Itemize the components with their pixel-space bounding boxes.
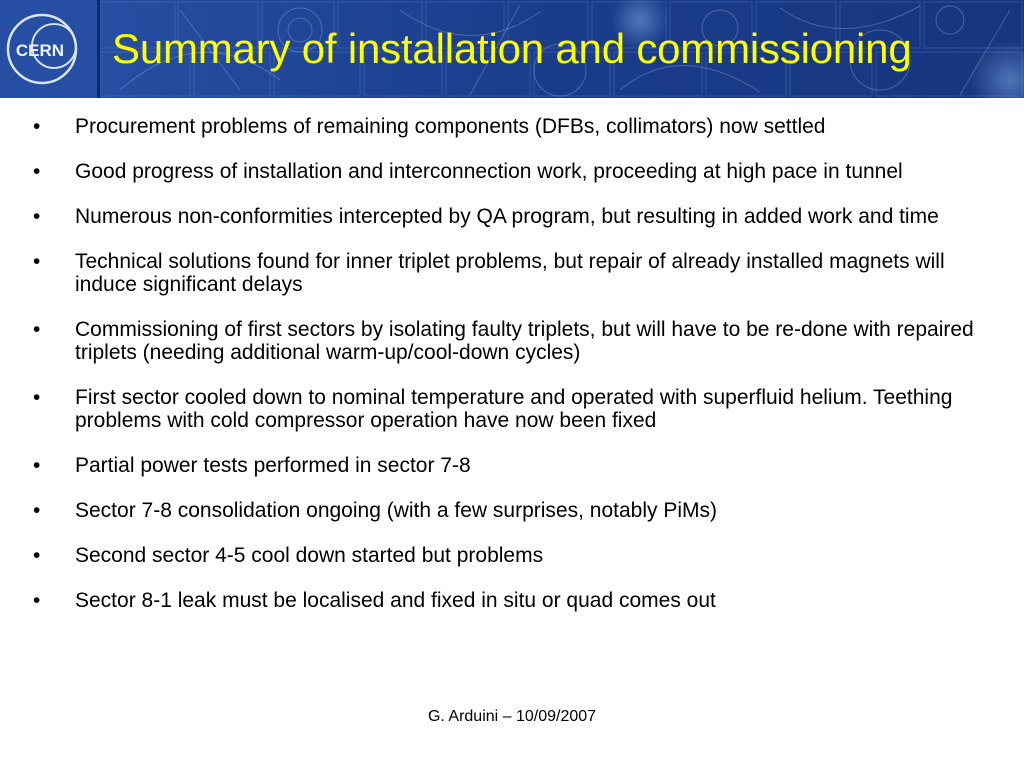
cern-logo [2, 6, 92, 92]
bullet-list [30, 115, 1000, 634]
bullet-text: Procurement problems of remaining components (DFBs, collimators) now settled [75, 115, 826, 138]
bullet-text: Partial power tests performed in sector 7-8 [75, 454, 471, 477]
bullet-item [30, 386, 1000, 432]
bullet-text: Second sector 4-5 cool down started but problems [75, 544, 544, 567]
bullet-item [30, 115, 1000, 138]
bullet-item [30, 250, 1000, 296]
bullet-marker: • [33, 499, 41, 522]
bullet-text: Sector 7-8 consolidation ongoing (with a few surprises, notably PiMs) [75, 499, 717, 522]
cern-logo-text: CERN [15, 41, 65, 60]
bullet-item [30, 205, 1000, 228]
bullet-marker: • [33, 115, 41, 138]
bullet-marker: • [33, 589, 41, 612]
bullet-item [30, 318, 1000, 364]
bullet-marker: • [33, 318, 41, 341]
bullet-text: First sector cooled down to nominal temperature and operated with superfluid helium. Teething problems with cold compressor operation have now been fixed [75, 386, 953, 432]
bullet-text: Commissioning of first sectors by isolating faulty triplets, but will have to be re-done with repaired triplets (needing additional warm-up/cool-down cycles) [75, 318, 974, 364]
bullet-marker: • [33, 454, 41, 477]
bullet-marker: • [33, 205, 41, 228]
footer-author-date: G. Arduini – 10/09/2007 [427, 708, 597, 725]
bullet-item [30, 499, 1000, 522]
bullet-text: Good progress of installation and interconnection work, proceeding at high pace in tunnel [75, 160, 903, 183]
bullet-marker: • [33, 160, 41, 183]
bullet-item [30, 589, 1000, 612]
bullet-item [30, 160, 1000, 183]
bullet-marker: • [33, 544, 41, 567]
bullet-text: Numerous non-conformities intercepted by QA program, but resulting in added work and time [75, 205, 939, 228]
bullet-item [30, 544, 1000, 567]
bullet-text: Sector 8-1 leak must be localised and fixed in situ or quad comes out [75, 589, 716, 612]
bullet-marker: • [33, 250, 41, 273]
header-banner [0, 0, 1024, 98]
bullet-item [30, 454, 1000, 477]
slide-title: Summary of installation and commissioning [112, 25, 912, 72]
bullet-text: Technical solutions found for inner triplet problems, but repair of already installed magnets will induce significant delays [75, 250, 945, 296]
bullet-marker: • [33, 386, 41, 409]
